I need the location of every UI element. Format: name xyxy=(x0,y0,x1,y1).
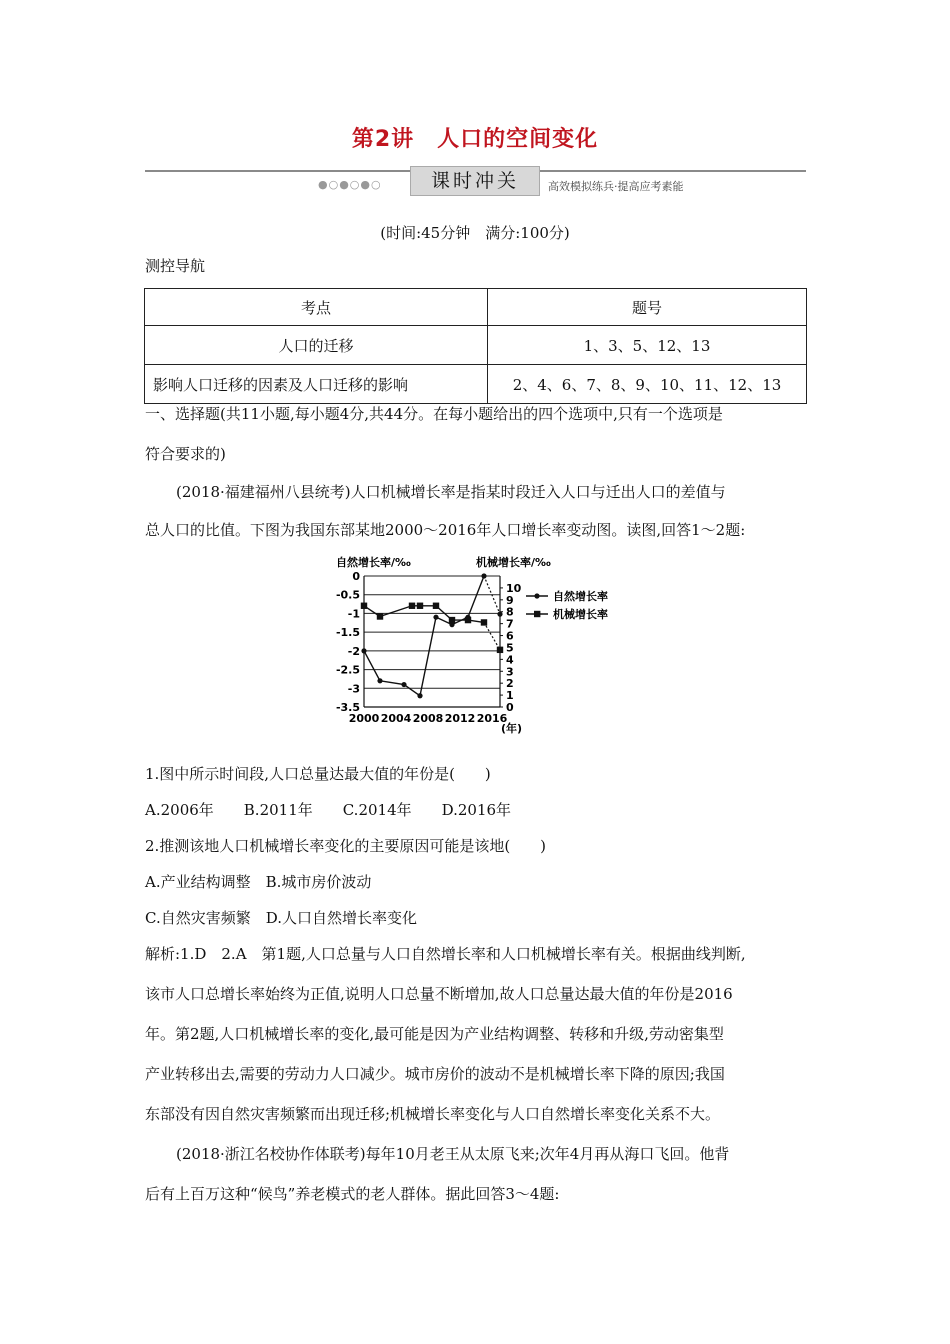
dashed-tail-line xyxy=(484,622,500,649)
table-cell-questions: 2、4、6、7、8、9、10、11、12、13 xyxy=(488,365,807,404)
time-score-info: (时间:45分钟 满分:100分) xyxy=(380,224,570,242)
chart-axes xyxy=(364,576,500,707)
left-tick-label: 0 xyxy=(352,570,360,583)
mechanical-growth-point xyxy=(361,603,367,609)
nav-table xyxy=(144,288,807,404)
left-tick-label: -2.5 xyxy=(335,663,360,677)
intro2-line1: (2018·浙江名校协作体联考)每年10月老王从太原飞来;次年4月再从海口飞回。他背 xyxy=(176,1145,730,1163)
natural-growth-point xyxy=(417,693,422,698)
column-header-questions: 题号 xyxy=(488,289,807,326)
mechanical-growth-point xyxy=(465,617,471,623)
column-header-topic: 考点 xyxy=(145,289,488,326)
table-row xyxy=(145,326,807,365)
right-tick-label: 1 xyxy=(506,689,514,703)
right-tick-label: 5 xyxy=(506,641,514,655)
right-tick-label: 7 xyxy=(506,617,514,631)
right-tick-label: 4 xyxy=(506,653,514,667)
chart-plot xyxy=(361,573,503,698)
right-tick-label: 3 xyxy=(506,665,514,679)
section-banner: 课时冲关 xyxy=(410,166,540,196)
right-tick-label: 8 xyxy=(506,605,514,619)
x-tick-label: 2012 xyxy=(444,712,476,725)
right-tick-label: 10 xyxy=(506,581,522,595)
natural-growth-line xyxy=(364,576,484,696)
q1-stem: 1.图中所示时间段,人口总量达最大值的年份是( ) xyxy=(145,765,491,783)
x-tick-label: 2004 xyxy=(380,712,412,725)
q2-options-row2: C.自然灾害频繁 D.人口自然增长率变化 xyxy=(145,909,417,927)
nav-heading: 测控导航 xyxy=(145,257,206,275)
x-tick-label: 2008 xyxy=(412,712,444,725)
table-cell-topic: 人口的迁移 xyxy=(145,326,488,365)
analysis-line1: 解析:1.D 2.A 第1题,人口总量与人口自然增长率和人口机械增长率有关。根据曲线判断, xyxy=(145,945,746,963)
analysis-line5: 东部没有因自然灾害频繁而出现迁移;机械增长率变化与人口自然增长率变化关系不大。 xyxy=(145,1105,721,1123)
mechanical-growth-point xyxy=(409,603,415,609)
analysis-line2: 该市人口总增长率始终为正值,说明人口总量不断增加,故人口总量达最大值的年份是2016 xyxy=(145,985,733,1003)
left-tick-label: -1.5 xyxy=(335,626,360,640)
banner-dots: ●○●○●○ xyxy=(318,178,382,191)
mechanical-growth-point xyxy=(497,647,503,653)
legend-label: 自然增长率 xyxy=(553,590,608,603)
natural-growth-point xyxy=(433,615,438,620)
right-axis-title: 机械增长率/‰ xyxy=(476,556,551,569)
q2-options-row1: A.产业结构调整 B.城市房价波动 xyxy=(145,873,372,891)
natural-growth-point xyxy=(377,678,382,683)
analysis-line4: 产业转移出去,需要的劳动力人口减少。城市房价的波动不是机械增长率下降的原因;我国 xyxy=(145,1065,725,1083)
table-cell-questions: 1、3、5、12、13 xyxy=(488,326,807,365)
mechanical-growth-point xyxy=(377,613,383,619)
legend-marker xyxy=(534,611,540,617)
right-tick-label: 9 xyxy=(506,593,514,607)
right-tick-label: 0 xyxy=(506,701,514,714)
legend-label: 机械增长率 xyxy=(553,608,608,621)
right-tick-label: 2 xyxy=(506,677,514,691)
left-tick-label: -0.5 xyxy=(335,588,360,602)
x-tick-label: 2016 xyxy=(476,712,508,725)
intro2-line2: 后有上百万这种“候鸟”养老模式的老人群体。据此回答3～4题: xyxy=(145,1185,560,1203)
left-tick-label: -1 xyxy=(347,607,360,621)
q2-stem: 2.推测该地人口机械增长率变化的主要原因可能是该地( ) xyxy=(145,837,547,855)
mechanical-growth-point xyxy=(481,619,487,625)
section-instructions-line2: 符合要求的) xyxy=(145,445,226,463)
mechanical-growth-point xyxy=(449,617,455,623)
natural-growth-point xyxy=(497,612,502,617)
right-tick-label: 6 xyxy=(506,629,514,643)
left-tick-label: -3.5 xyxy=(335,701,360,714)
table-row xyxy=(145,365,807,404)
chart-grid xyxy=(364,576,500,707)
table-cell-topic: 影响人口迁移的因素及人口迁移的影响 xyxy=(145,365,488,404)
x-axis-unit: (年) xyxy=(501,722,523,735)
analysis-line3: 年。第2题,人口机械增长率的变化,最可能是因为产业结构调整、转移和升级,劳动密集型 xyxy=(145,1025,724,1043)
q1-options: A.2006年 B.2011年 C.2014年 D.2016年 xyxy=(145,801,512,819)
chart-legend xyxy=(526,589,608,621)
table-header-row xyxy=(145,289,807,326)
page-title: 第2讲 人口的空间变化 xyxy=(351,127,599,152)
banner-slogan: 高效模拟练兵·提高应考素能 xyxy=(548,180,684,193)
section-instructions-line1: 一、选择题(共11小题,每小题4分,共44分。在每小题给出的四个选项中,只有一个选项是 xyxy=(145,405,723,423)
legend-marker xyxy=(534,593,539,598)
natural-growth-point xyxy=(401,682,406,687)
left-tick-label: -2 xyxy=(347,644,360,658)
intro1-line2: 总人口的比值。下图为我国东部某地2000～2016年人口增长率变动图。读图,回答1～2题: xyxy=(145,521,746,539)
mechanical-growth-point xyxy=(417,603,423,609)
population-growth-chart xyxy=(330,550,630,736)
natural-growth-point xyxy=(361,648,366,653)
intro1-line1: (2018·福建福州八县统考)人口机械增长率是指某时段迁入人口与迁出人口的差值与 xyxy=(176,483,726,501)
mechanical-growth-point xyxy=(433,603,439,609)
x-tick-label: 2000 xyxy=(348,712,380,725)
left-tick-label: -3 xyxy=(347,682,360,696)
left-axis-title: 自然增长率/‰ xyxy=(336,556,411,569)
